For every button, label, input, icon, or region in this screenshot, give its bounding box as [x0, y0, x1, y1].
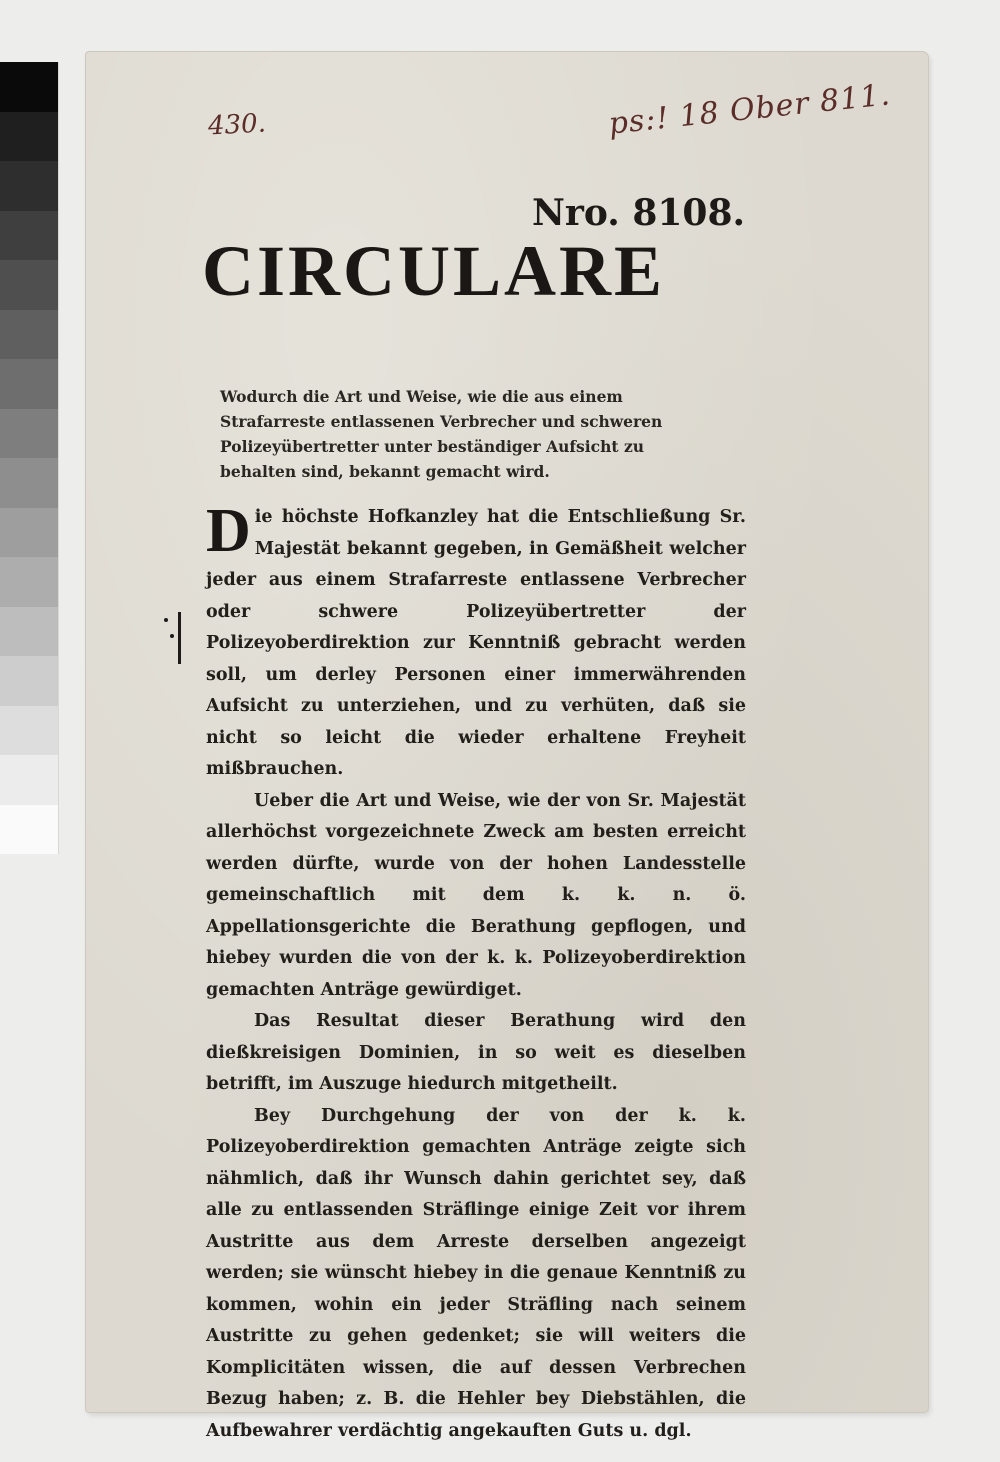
- paragraph: Ueber die Art und Weise, wie der von Sr. Majestät allerhöchst vorgezeichnete Zweck am besten erreicht werden dürfte, wurde von der hohen Landesstelle gemeinschaftlich mit dem k. k. n. ö. Appellationsgerichte die Berathung gepflogen, und hiebey wurden die von der k. k. Polizeyoberdirektion gemachten Anträge gewürdiget.: [206, 790, 746, 1000]
- scale-swatch: [0, 755, 58, 805]
- scale-swatch: [0, 409, 58, 459]
- scale-swatch: [0, 161, 58, 211]
- document-subtitle: Wodurch die Art und Weise, wie die aus einem Strafarreste entlassenen Verbrecher und schweren Polizeyübertretter unter beständiger Aufsicht zu behalten sind, bekannt gemacht wird.: [220, 387, 663, 481]
- handwritten-date-note: ps:! 18 Ober 811.: [606, 77, 893, 142]
- scale-swatch: [0, 656, 58, 706]
- paragraph: Das Resultat dieser Berathung wird den dießkreisigen Dominien, in so weit es dieselben betrifft, im Auszuge hiedurch mitgetheilt.: [206, 1011, 746, 1094]
- scale-swatch: [0, 62, 58, 112]
- scale-swatch: [0, 557, 58, 607]
- scale-swatch: [0, 508, 58, 558]
- scale-swatch: [0, 260, 58, 310]
- drop-cap: D: [206, 497, 251, 565]
- document-body: [206, 497, 746, 1447]
- scale-swatch: [0, 211, 58, 261]
- paragraph: Bey Durchgehung der von der k. k. Polizeyoberdirektion gemachten Anträge zeigte sich nähmlich, daß ihr Wunsch dahin gerichtet sey, daß alle zu entlassenden Sträflinge einige Zeit vor ihrem Austritte aus dem Arreste derselben angezeigt werden; sie wünscht hiebey in die genaue Kenntniß zu kommen, wohin ein jeder Sträfling nach seinem Austritte zu gehen gedenket; sie will weiters die Komplicitäten wissen, die auf dessen Verbrechen Bezug haben; z. B. die Hehler bey Diebstählen, die Aufbewahrer verdächtig angekauften Guts u. dgl.: [206, 1105, 746, 1441]
- grayscale-calibration-strip: [0, 62, 58, 854]
- scale-swatch: [0, 706, 58, 756]
- scale-swatch: [0, 805, 58, 855]
- scale-swatch: [0, 607, 58, 657]
- scale-swatch: [0, 310, 58, 360]
- scale-swatch: [0, 458, 58, 508]
- margin-mark-icon: [164, 612, 184, 664]
- handwritten-inventory-number: 430.: [207, 108, 267, 142]
- document-title: CIRCULARE: [202, 231, 666, 311]
- scale-swatch: [0, 112, 58, 162]
- paragraph: Die höchste Hofkanzley hat die Entschließung Sr. Majestät bekannt gegeben, in Gemäßheit welcher jeder aus einem Strafarreste entlassene Verbrecher oder schwere Polizeyübertretter der Polizeyoberdirektion zur Kenntniß gebracht werden soll, um derley Personen einer immerwährenden Aufsicht zu unterziehen, und zu verhüten, daß sie nicht so leicht die wieder erhaltene Freyheit mißbrauchen.: [206, 497, 746, 779]
- scale-swatch: [0, 359, 58, 409]
- circular-number: Nro. 8108.: [532, 192, 746, 234]
- document-page: [86, 52, 928, 1441]
